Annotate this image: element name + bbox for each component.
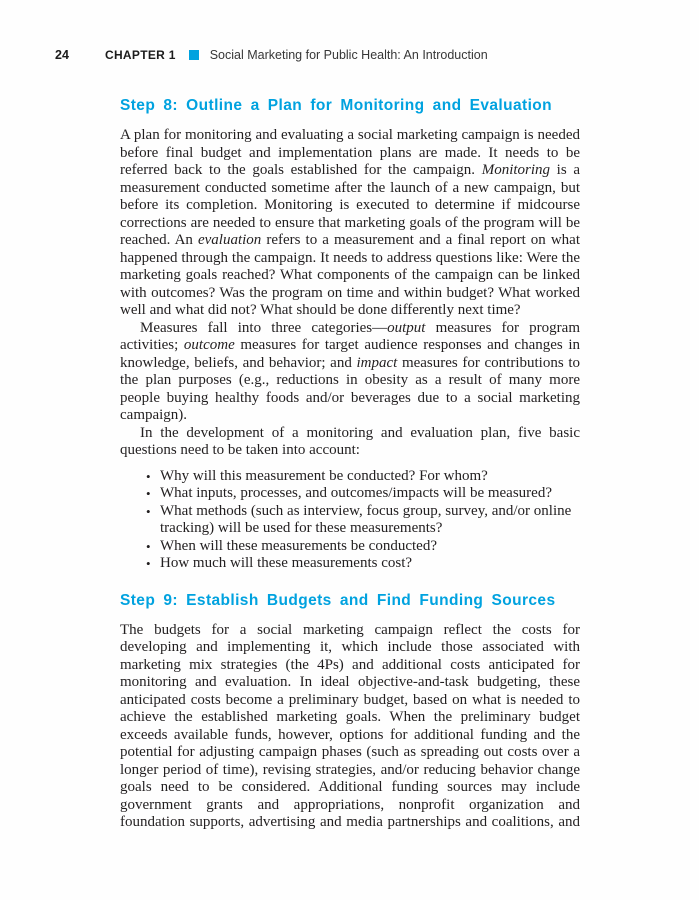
bullet-item: • How much will these measurements cost?	[146, 555, 580, 573]
paragraph	[120, 425, 580, 460]
text-run: A plan for monitoring and evaluating a social marketing campaign is needed before final budget and implementation plans are made. It needs to be referred back to the goals established for the campaign.	[120, 127, 580, 178]
text-run: refers to a measurement and a final report on what happened through the campaign. It needs to address questions like: Were the marketing goals reached? What components of the campaign can be linked with outcomes? Was the program on time and within budget? What worked well and what did not? What should be done differently next time?	[120, 232, 580, 318]
page-number: 24	[55, 48, 69, 62]
italic-term: evaluation	[197, 232, 262, 248]
page-header	[55, 48, 659, 62]
text-run: is a measurement conducted sometime after the launch of a new campaign, but before its completion. Monitoring is executed to determine if midcourse corrections are needed to ensure that marketing goals of the program will be reached. An	[120, 162, 580, 248]
chapter-label: CHAPTER 1	[105, 48, 176, 62]
italic-term: outcome	[183, 337, 235, 353]
bullet-item: • When will these measurements be conducted?	[146, 538, 580, 556]
section-heading: Step 9: Establish Budgets and Find Funding Sources	[120, 591, 556, 609]
paragraph	[120, 320, 580, 425]
bullet-item: • What methods (such as interview, focus group, survey, and/or online tracking) will be used for these measurements?	[146, 503, 580, 538]
square-bullet-icon	[189, 50, 199, 60]
running-title: Social Marketing for Public Health: An Introduction	[209, 48, 488, 62]
text-run: measures for target audience responses and changes in knowledge, beliefs, and behavior; and	[120, 337, 580, 371]
bullet-item: • What inputs, processes, and outcomes/impacts will be measured?	[146, 485, 580, 503]
section-heading: Step 8: Outline a Plan for Monitoring and Evaluation	[120, 97, 553, 114]
text-run: Measures fall into three categories—	[140, 319, 388, 336]
paragraph	[120, 622, 580, 832]
italic-term: output	[387, 319, 426, 336]
text-run: measures for program activities;	[120, 319, 580, 353]
paragraph	[120, 127, 580, 320]
text-run: In the development of a monitoring and evaluation plan, five basic questions need to be taken into account:	[120, 424, 580, 458]
text-run: measures for contributions to the plan purposes (e.g., reductions in obesity as a result of many more people buying healthy foods and/or beverages due to a social marketing campaign).	[120, 354, 580, 423]
italic-term: Monitoring	[481, 162, 551, 178]
bullet-list	[120, 468, 580, 573]
italic-term: impact	[356, 354, 398, 371]
text-run: The budgets for a social marketing campaign reflect the costs for developing and implementing it, which include those associated with marketing mix strategies (the 4Ps) and additional costs anticipated for monitoring and evaluation. In ideal objective-and-task budgeting, these anticipated costs become a preliminary budget, based on what is needed to achieve the established marketing goals. When the preliminary budget exceeds available funds, however, options for additional funding and the potential for adjusting campaign phases (such as spreading out costs over a longer period of time), revising strategies, and/or reducing behavior change goals need to be considered. Additional funding sources may include government grants and appropriations, nonprofit organization and foundation supports, advertising and media partnerships and coalitions, and	[120, 621, 580, 830]
bullet-item: • Why will this measurement be conducted? For whom?	[146, 468, 580, 486]
page-body	[120, 97, 580, 832]
